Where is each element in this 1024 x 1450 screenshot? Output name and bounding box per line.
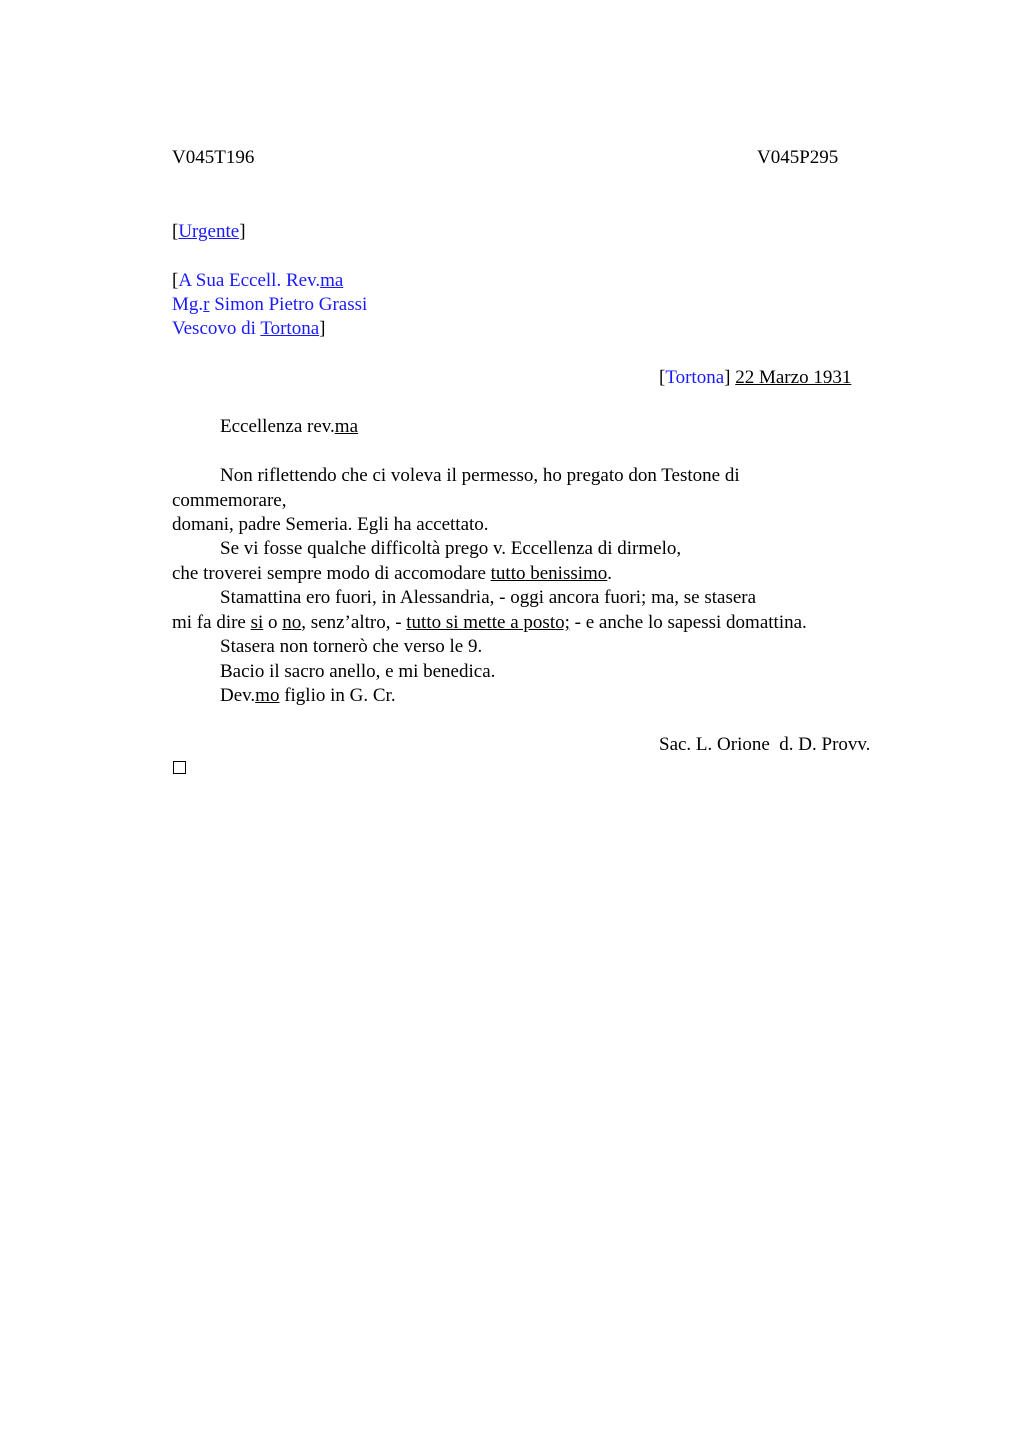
address-line-2	[172, 293, 367, 317]
text-run: mi fa dire	[172, 612, 251, 633]
bracket-close: ]	[724, 367, 736, 388]
body-line-8: Stasera non tornerò che verso le 9.	[220, 636, 483, 657]
body-line-6: Stamattina ero fuori, in Alessandria, - oggi ancora fuori; ma, se stasera	[220, 587, 757, 608]
underlined-run: tutto benissimo	[490, 563, 608, 584]
body-line-4: Se vi fosse qualche difficoltà prego v. Eccellenza di dirmelo,	[220, 538, 682, 559]
date-text: 22 Marzo 1931	[735, 367, 852, 388]
text-run: o	[263, 612, 283, 633]
address-line-1	[172, 269, 343, 293]
body-line-9: Bacio il sacro anello, e mi benedica.	[220, 661, 496, 682]
underlined-run: no	[282, 612, 302, 633]
signature: Sac. L. Orione d. D. Provv.	[659, 734, 871, 755]
address-name: Simon Pietro Grassi	[209, 294, 368, 315]
bracket-open: [	[172, 270, 179, 291]
text-run: che troverei sempre modo di accomodare	[172, 563, 491, 584]
urgent-label: Urgente	[178, 221, 240, 242]
address-title-sup: ma	[320, 270, 344, 291]
underlined-run: mo	[255, 685, 280, 706]
address-title: A Sua Eccell. Rev.	[178, 270, 321, 291]
document-code-left: V045T196	[172, 147, 255, 168]
text-run: - e anche lo sapessi domattina.	[569, 612, 807, 633]
body-line-7	[172, 611, 807, 635]
body-line-3: domani, padre Semeria. Egli ha accettato.	[172, 514, 489, 535]
body-line-1: Non riflettendo che ci voleva il permesso, ho pregato don Testone di	[220, 465, 740, 486]
text-run: , senz’altro, -	[301, 612, 407, 633]
bracket-open: [	[659, 367, 666, 388]
address-role: Vescovo di	[172, 318, 261, 339]
urgent-note	[172, 220, 246, 244]
text-run: figlio in G. Cr.	[279, 685, 396, 706]
dateline	[659, 366, 851, 390]
text-run: .	[607, 563, 613, 584]
body-line-5	[172, 562, 612, 586]
address-line-3	[172, 317, 325, 341]
text-run: Dev.	[220, 685, 256, 706]
underlined-run: si	[250, 612, 264, 633]
bracket-open: [	[172, 221, 179, 242]
bracket-close: ]	[319, 318, 326, 339]
address-honorific: Mg.	[172, 294, 204, 315]
salutation-text: Eccellenza rev.	[220, 416, 335, 437]
address-honorific-sup: r	[203, 294, 210, 315]
date-place: Tortona	[665, 367, 725, 388]
bracket-close: ]	[239, 221, 246, 242]
page-code-right: V045P295	[757, 147, 839, 168]
underlined-run: tutto si mette a posto;	[406, 612, 570, 633]
body-line-10	[220, 684, 396, 708]
end-mark-box	[173, 761, 186, 774]
address-city: Tortona	[260, 318, 320, 339]
body-line-2: commemorare,	[172, 490, 287, 511]
salutation	[220, 415, 358, 439]
salutation-sup: ma	[334, 416, 359, 437]
